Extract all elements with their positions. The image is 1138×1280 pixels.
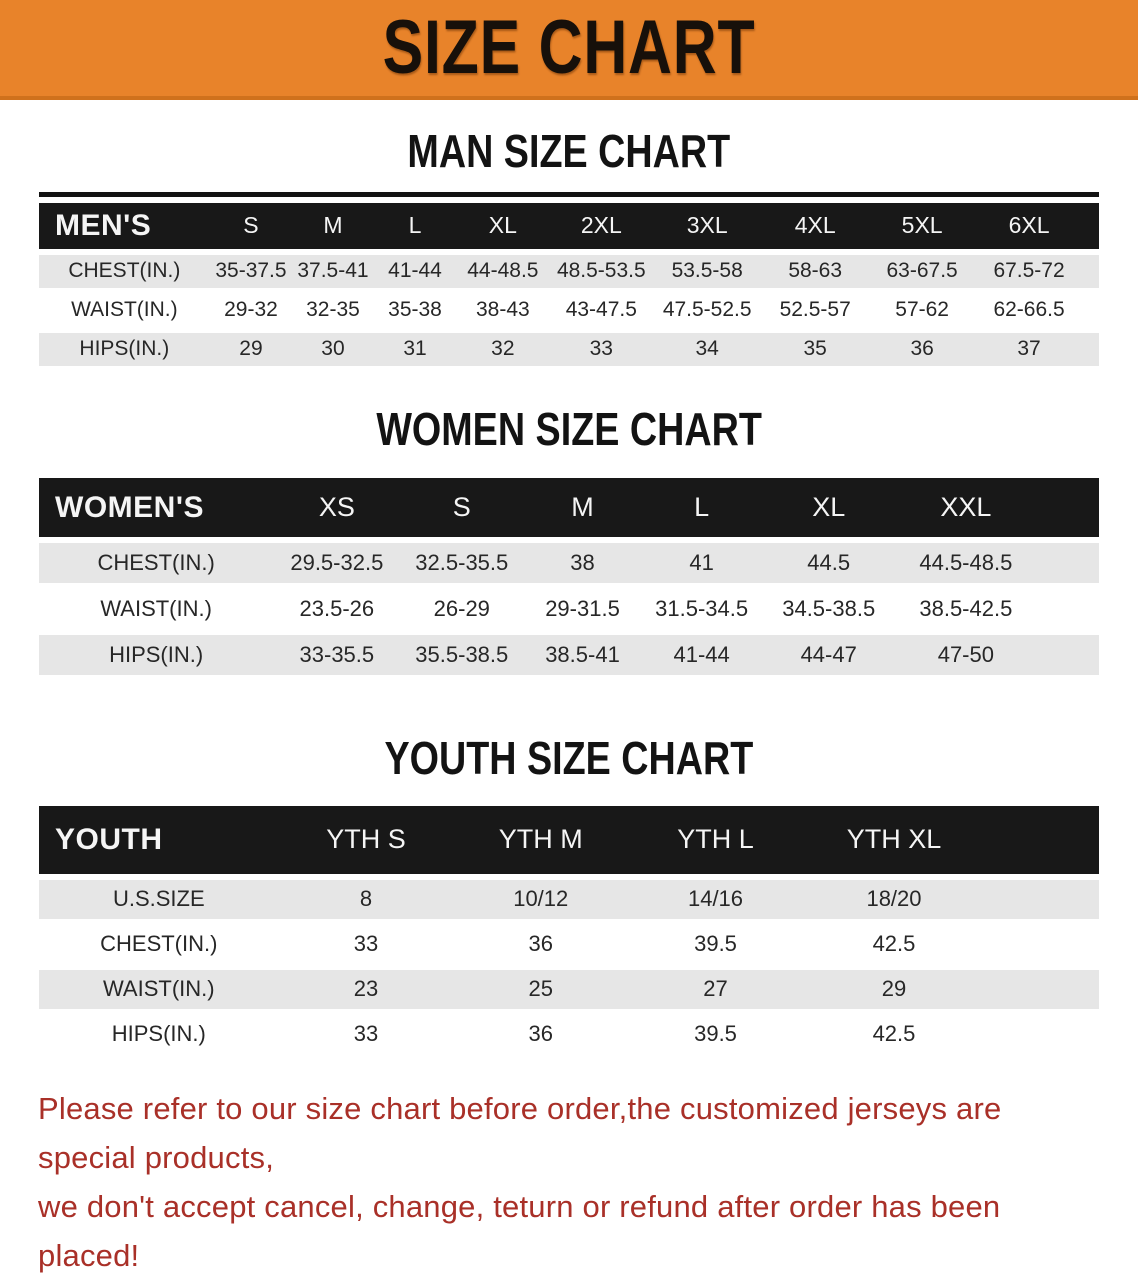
size-column-header: 5XL	[869, 203, 975, 249]
size-value-cell: 31.5-34.5	[642, 589, 762, 629]
youth-section	[0, 681, 1138, 1060]
size-column-header: M	[292, 203, 374, 249]
filler-cell	[985, 1015, 1099, 1054]
size-value-cell: 41-44	[642, 635, 762, 675]
row-label-cell: HIPS(IN.)	[39, 1015, 279, 1054]
filler-cell	[1083, 294, 1099, 327]
measurement-row	[39, 589, 1099, 629]
measurement-row	[39, 925, 1099, 964]
size-value-cell: 32.5-35.5	[400, 543, 523, 583]
row-label-cell: HIPS(IN.)	[39, 635, 273, 675]
size-value-cell: 44-48.5	[456, 255, 549, 288]
footer-line-1: Please refer to our size chart before order,the customized jerseys are special products,	[38, 1090, 1002, 1175]
measurement-row	[39, 970, 1099, 1009]
filler-cell	[985, 880, 1099, 919]
size-column-header: L	[642, 478, 762, 537]
size-value-cell: 25	[453, 970, 628, 1009]
size-column-header: S	[400, 478, 523, 537]
size-value-cell: 38.5-42.5	[896, 589, 1036, 629]
size-column-header: 2XL	[549, 203, 653, 249]
size-value-cell: 34	[653, 333, 761, 366]
filler-cell	[1036, 543, 1099, 583]
size-value-cell: 29	[803, 970, 985, 1009]
table-header-row	[39, 478, 1099, 537]
size-value-cell: 31	[374, 333, 457, 366]
size-column-header: 4XL	[761, 203, 869, 249]
size-value-cell: 29-31.5	[523, 589, 642, 629]
size-value-cell: 26-29	[400, 589, 523, 629]
men-section	[0, 100, 1138, 372]
size-value-cell: 29-32	[210, 294, 293, 327]
women-section-heading: WOMEN SIZE CHART	[376, 402, 762, 455]
size-column-header: YTH M	[453, 806, 628, 874]
row-label-cell: CHEST(IN.)	[39, 925, 279, 964]
men-section-heading: MAN SIZE CHART	[407, 125, 731, 177]
size-value-cell: 30	[292, 333, 374, 366]
group-label-cell: YOUTH	[39, 806, 279, 874]
size-value-cell: 58-63	[761, 255, 869, 288]
row-label-cell: WAIST(IN.)	[39, 970, 279, 1009]
size-value-cell: 32-35	[292, 294, 374, 327]
footer-note	[38, 1084, 1100, 1280]
size-value-cell: 44.5	[761, 543, 896, 583]
banner-title: SIZE CHART	[382, 5, 756, 90]
size-column-header: XL	[456, 203, 549, 249]
group-label-cell: WOMEN'S	[39, 478, 273, 537]
measurement-row	[39, 1015, 1099, 1054]
row-label-cell: U.S.SIZE	[39, 880, 279, 919]
size-column-header: 3XL	[653, 203, 761, 249]
filler-cell	[1036, 635, 1099, 675]
row-label-cell: WAIST(IN.)	[39, 589, 273, 629]
size-column-header: YTH XL	[803, 806, 985, 874]
youth-section-heading: YOUTH SIZE CHART	[384, 732, 754, 785]
size-value-cell: 39.5	[628, 1015, 803, 1054]
measurement-row	[39, 543, 1099, 583]
size-value-cell: 35.5-38.5	[400, 635, 523, 675]
size-value-cell: 29	[210, 333, 293, 366]
filler-cell	[985, 925, 1099, 964]
size-value-cell: 47-50	[896, 635, 1036, 675]
size-value-cell: 43-47.5	[549, 294, 653, 327]
size-value-cell: 35-37.5	[210, 255, 293, 288]
footer-line-2: we don't accept cancel, change, teturn or refund after order has been placed!	[38, 1188, 1001, 1273]
size-value-cell: 44.5-48.5	[896, 543, 1036, 583]
size-column-header: YTH L	[628, 806, 803, 874]
size-value-cell: 8	[279, 880, 454, 919]
size-column-header: XS	[273, 478, 400, 537]
size-value-cell: 57-62	[869, 294, 975, 327]
filler-cell	[1036, 478, 1099, 537]
size-value-cell: 33	[549, 333, 653, 366]
size-value-cell: 34.5-38.5	[761, 589, 896, 629]
filler-cell	[985, 806, 1099, 874]
size-value-cell: 32	[456, 333, 549, 366]
size-value-cell: 35	[761, 333, 869, 366]
size-column-header: L	[374, 203, 457, 249]
size-column-header: XL	[761, 478, 896, 537]
filler-cell	[1036, 589, 1099, 629]
size-value-cell: 27	[628, 970, 803, 1009]
size-value-cell: 42.5	[803, 925, 985, 964]
women-size-table	[39, 472, 1099, 681]
size-value-cell: 41	[642, 543, 762, 583]
row-label-cell: WAIST(IN.)	[39, 294, 210, 327]
size-value-cell: 36	[869, 333, 975, 366]
size-value-cell: 38-43	[456, 294, 549, 327]
size-column-header: XXL	[896, 478, 1036, 537]
size-value-cell: 47.5-52.5	[653, 294, 761, 327]
size-value-cell: 36	[453, 1015, 628, 1054]
size-column-header: YTH S	[279, 806, 454, 874]
size-value-cell: 48.5-53.5	[549, 255, 653, 288]
size-value-cell: 33-35.5	[273, 635, 400, 675]
size-value-cell: 35-38	[374, 294, 457, 327]
measurement-row	[39, 880, 1099, 919]
size-column-header: M	[523, 478, 642, 537]
size-value-cell: 23	[279, 970, 454, 1009]
filler-cell	[1083, 203, 1099, 249]
size-value-cell: 29.5-32.5	[273, 543, 400, 583]
size-value-cell: 41-44	[374, 255, 457, 288]
size-value-cell: 18/20	[803, 880, 985, 919]
size-value-cell: 39.5	[628, 925, 803, 964]
size-value-cell: 10/12	[453, 880, 628, 919]
measurement-row	[39, 294, 1099, 327]
row-label-cell: HIPS(IN.)	[39, 333, 210, 366]
size-value-cell: 37	[975, 333, 1083, 366]
size-chart-banner	[0, 0, 1138, 100]
measurement-row	[39, 635, 1099, 675]
women-section	[0, 372, 1138, 682]
size-value-cell: 42.5	[803, 1015, 985, 1054]
table-header-row	[39, 806, 1099, 874]
size-value-cell: 44-47	[761, 635, 896, 675]
filler-cell	[1083, 333, 1099, 366]
men-size-table	[39, 197, 1099, 372]
size-value-cell: 14/16	[628, 880, 803, 919]
measurement-row	[39, 255, 1099, 288]
size-value-cell: 23.5-26	[273, 589, 400, 629]
measurement-row	[39, 333, 1099, 366]
row-label-cell: CHEST(IN.)	[39, 255, 210, 288]
filler-cell	[985, 970, 1099, 1009]
size-value-cell: 37.5-41	[292, 255, 374, 288]
size-value-cell: 36	[453, 925, 628, 964]
row-label-cell: CHEST(IN.)	[39, 543, 273, 583]
size-column-header: S	[210, 203, 293, 249]
table-header-row	[39, 203, 1099, 249]
size-value-cell: 38	[523, 543, 642, 583]
size-value-cell: 38.5-41	[523, 635, 642, 675]
filler-cell	[1083, 255, 1099, 288]
size-value-cell: 33	[279, 925, 454, 964]
group-label-cell: MEN'S	[39, 203, 210, 249]
size-value-cell: 63-67.5	[869, 255, 975, 288]
size-value-cell: 53.5-58	[653, 255, 761, 288]
size-column-header: 6XL	[975, 203, 1083, 249]
youth-size-table	[39, 800, 1099, 1060]
size-value-cell: 62-66.5	[975, 294, 1083, 327]
size-value-cell: 67.5-72	[975, 255, 1083, 288]
size-value-cell: 33	[279, 1015, 454, 1054]
size-value-cell: 52.5-57	[761, 294, 869, 327]
